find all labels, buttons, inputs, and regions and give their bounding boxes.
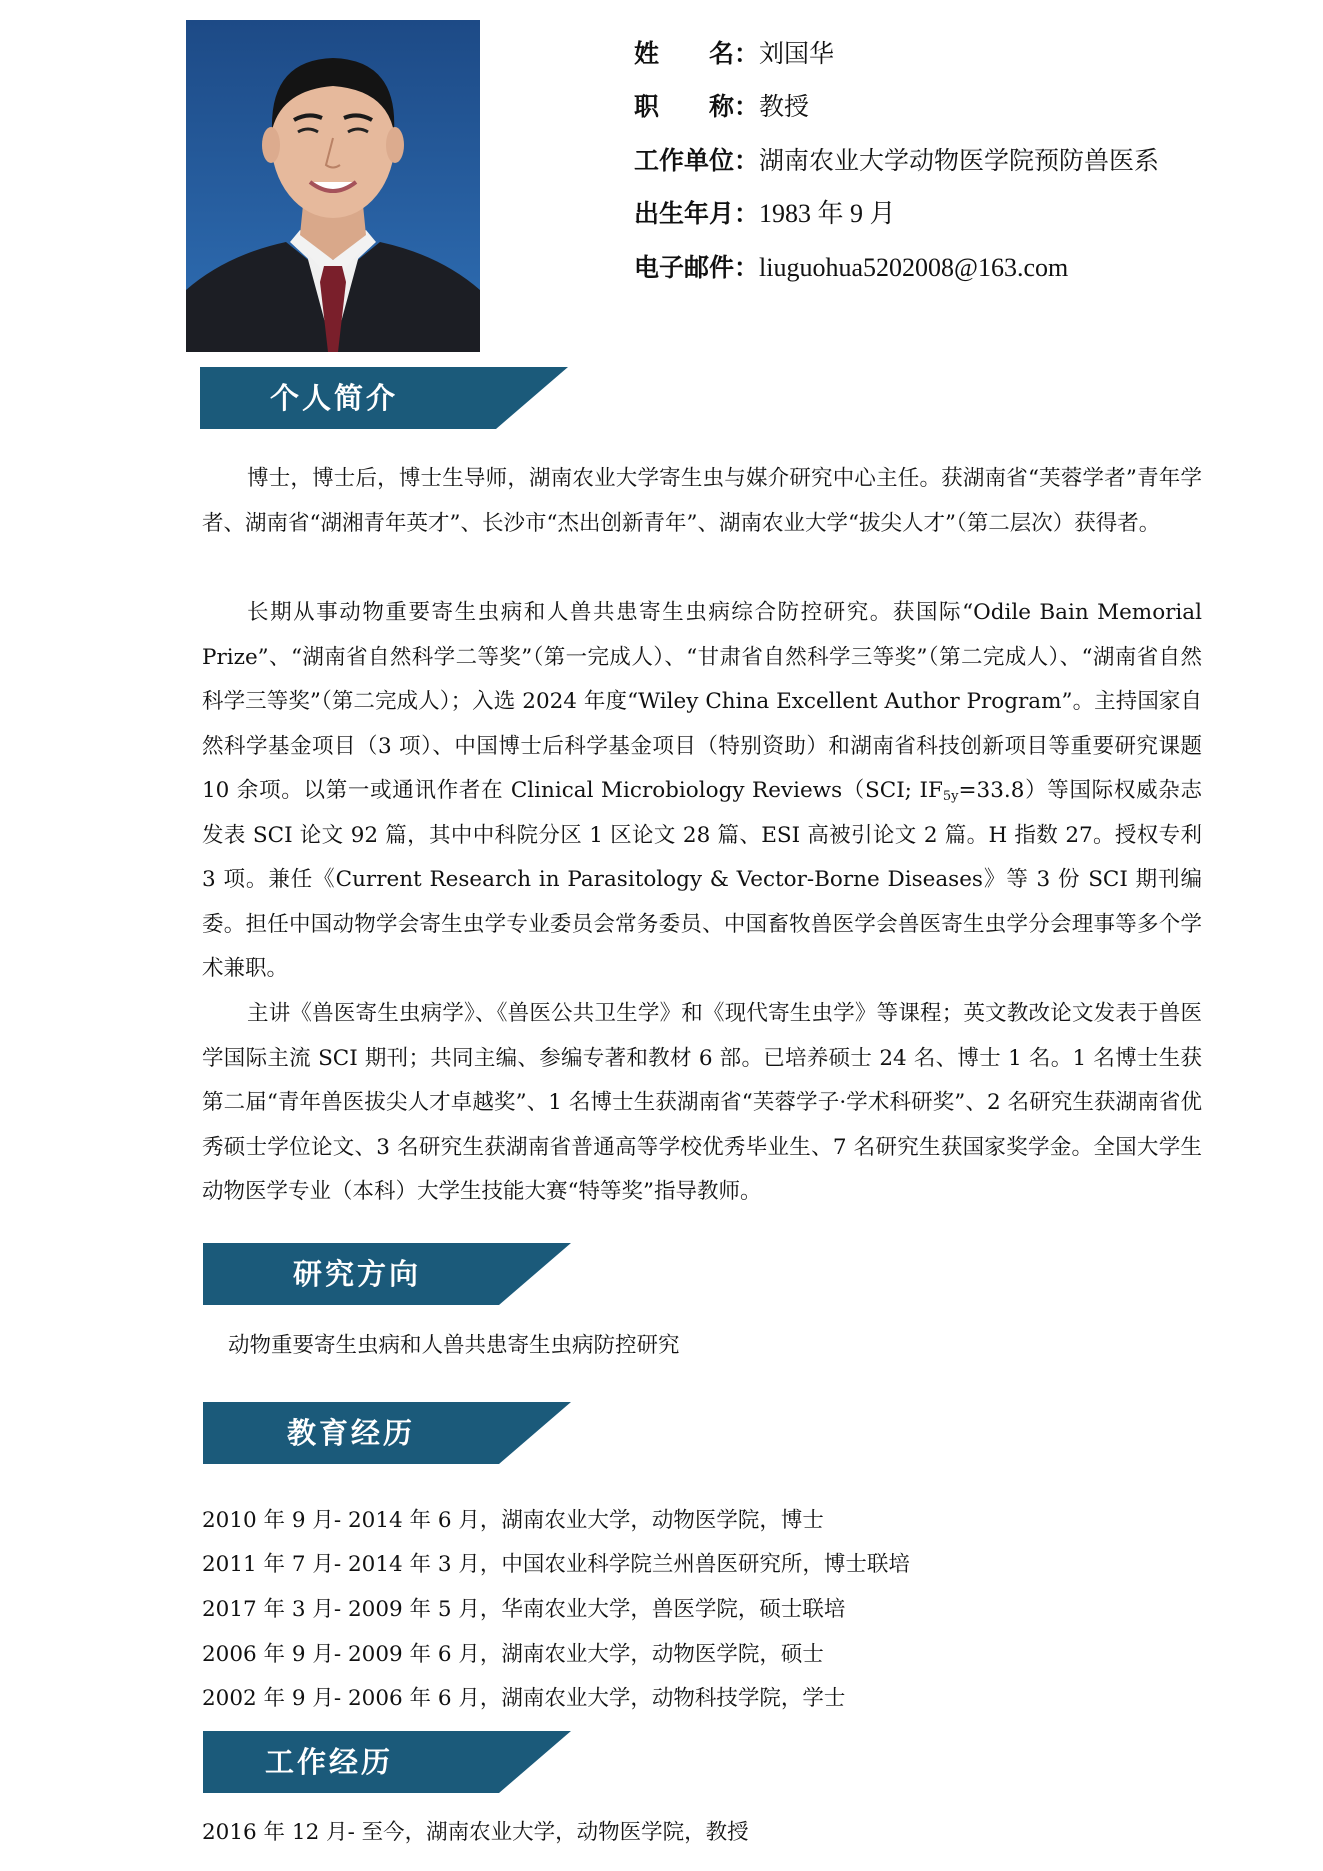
title-label: 职 称： xyxy=(634,92,760,121)
email-label: 电子邮件： xyxy=(634,253,760,282)
section-title-research: 研究方向 xyxy=(293,1257,422,1291)
section-title-work: 工作经历 xyxy=(265,1745,394,1779)
education-item: 2010 年 9 月- 2014 年 6 月，湖南农业大学，动物医学院，博士 xyxy=(202,1508,824,1533)
education-item: 2011 年 7 月- 2014 年 3 月，中国农业科学院兰州兽医研究所，博士联培 xyxy=(202,1552,910,1577)
section-title-intro: 个人简介 xyxy=(270,381,399,415)
title-value: 教授 xyxy=(759,92,810,121)
education-item: 2017 年 3 月- 2009 年 5 月，华南农业大学，兽医学院，硕士联培 xyxy=(202,1597,846,1622)
name-row xyxy=(634,38,834,70)
section-title-education: 教育经历 xyxy=(287,1416,416,1450)
section-header-education xyxy=(203,1402,573,1464)
section-header-work xyxy=(203,1731,573,1793)
section-header-intro xyxy=(200,367,570,429)
intro-paragraph-2: 长期从事动物重要寄生虫病和人兽共患寄生虫病综合防控研究。获国际“Odile Bain Memorial Prize”、“湖南省自然科学二等奖”（第一完成人）、“甘肃省自然科学三等奖”（第二完成人）、“湖南省自然科学三等奖”（第二完成人）；入选 2024 年度“Wiley China Excellent Author Program”。主持国家自然科学基金项目（3 项）、中国博士后科学基金项目（特别资助）和湖南省科技创新项目等重要研究课题 10 余项。以第一或通讯作者在 Clinical Microbiology Reviews（SCI; $IF_{5y}=33.8$）等国际权威杂志发表 SCI 论文 92 篇，其中中科院分区 1 区论文 28 篇、ESI 高被引论文 2 篇。H 指数 27。授权专利 3 项。兼任《Current Research in Parasitology & Vector-Borne Diseases》等 3 份 SCI 期刊编委。担任中国动物学会寄生虫学专业委员会常务委员、中国畜牧兽医学会兽医寄生虫学分会理事等多个学术兼职。 xyxy=(202,600,1202,981)
birth-value: 1983 年 9 月 xyxy=(759,199,896,228)
title-row xyxy=(634,91,809,123)
education-item: 2002 年 9 月- 2006 年 6 月，湖南农业大学，动物科技学院，学士 xyxy=(202,1686,846,1711)
name-label: 姓 名： xyxy=(634,39,760,68)
profile-photo xyxy=(186,20,480,352)
email-value: liuguohua5202008@163.com xyxy=(759,253,1069,282)
birth-row xyxy=(634,198,896,230)
birth-label: 出生年月： xyxy=(634,199,760,228)
intro-paragraph-1: 博士，博士后，博士生导师，湖南农业大学寄生虫与媒介研究中心主任。获湖南省“芙蓉学者”青年学者、湖南省“湖湘青年英才”、长沙市“杰出创新青年”、湖南农业大学“拔尖人才”（第二层次）获得者。 xyxy=(202,466,1202,536)
unit-label: 工作单位： xyxy=(634,146,760,175)
unit-row xyxy=(634,145,1159,177)
unit-value: 湖南农业大学动物医学院预防兽医系 xyxy=(759,146,1160,175)
section-header-research xyxy=(203,1243,573,1305)
intro-paragraph-3: 主讲《兽医寄生虫病学》、《兽医公共卫生学》和《现代寄生虫学》等课程；英文教改论文发表于兽医学国际主流 SCI 期刊；共同主编、参编专著和教材 6 部。已培养硕士 24 名、博士 1 名。1 名博士生获第二届“青年兽医拔尖人才卓越奖”、1 名博士生获湖南省“芙蓉学子·学术科研奖”、2 名研究生获湖南省优秀硕士学位论文、3 名研究生获湖南省普通高等学校优秀毕业生、7 名研究生获国家奖学金。全国大学生动物医学专业（本科）大学生技能大赛“特等奖”指导教师。 xyxy=(202,1001,1202,1204)
education-item: 2006 年 9 月- 2009 年 6 月，湖南农业大学，动物医学院，硕士 xyxy=(202,1642,824,1667)
email-row xyxy=(634,252,1068,284)
work-item: 2016 年 12 月- 至今，湖南农业大学，动物医学院，教授 xyxy=(202,1820,749,1845)
research-text: 动物重要寄生虫病和人兽共患寄生虫病防控研究 xyxy=(228,1333,680,1358)
name-value: 刘国华 xyxy=(759,39,835,68)
